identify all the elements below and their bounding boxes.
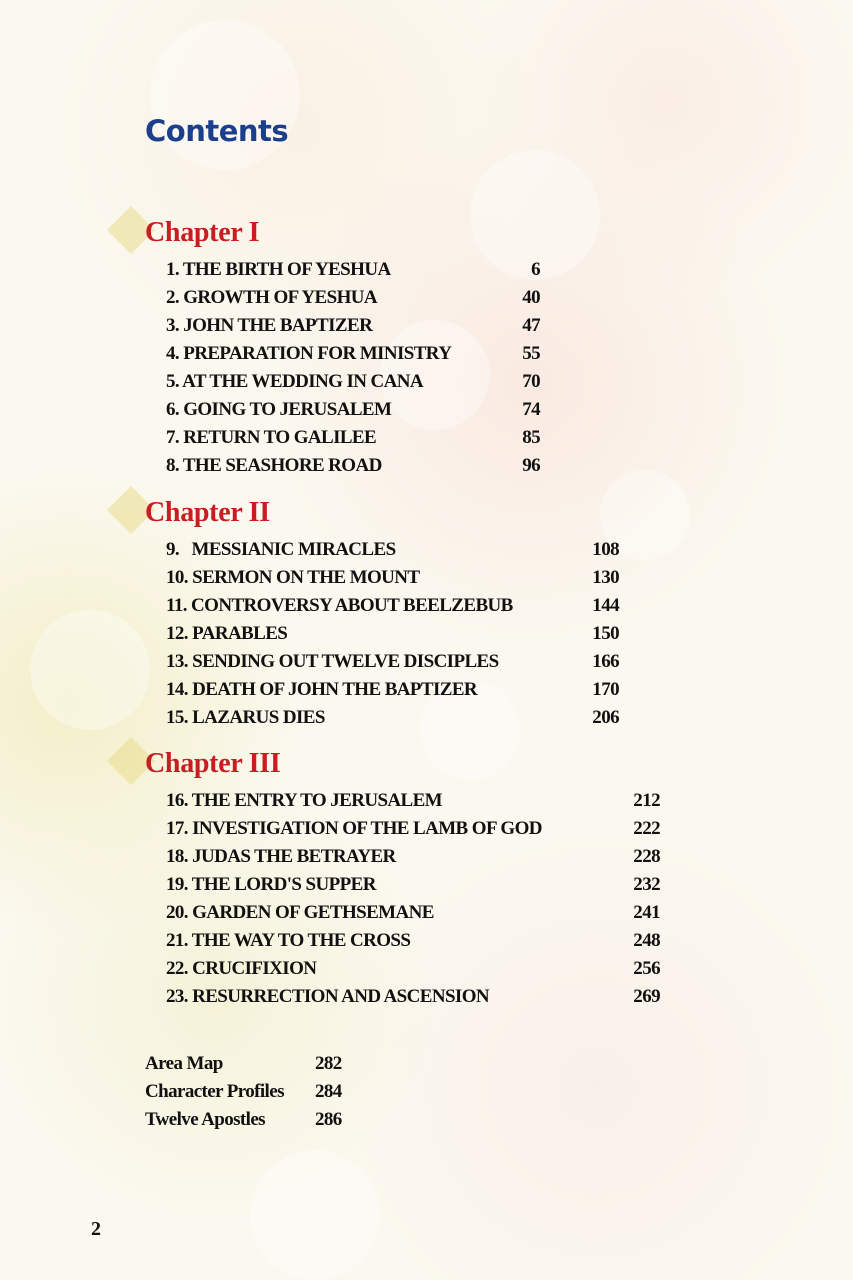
toc-entry-title: 22. CRUCIFIXION [166, 958, 317, 979]
toc-entry-title: 13. SENDING OUT TWELVE DISCIPLES [166, 651, 499, 672]
toc-entry-title: 20. GARDEN OF GETHSEMANE [166, 902, 434, 923]
toc-entry-title: 3. JOHN THE BAPTIZER [166, 315, 373, 336]
page-number: 2 [91, 1218, 101, 1240]
toc-entry-page: 40 [522, 287, 540, 308]
toc-entry-title: 8. THE SEASHORE ROAD [166, 455, 382, 476]
toc-entry-title: 1. THE BIRTH OF YESHUA [166, 259, 391, 280]
toc-entry-page: 206 [592, 707, 619, 728]
toc-entry-page: 85 [522, 427, 540, 448]
toc-entry-title: 9. MESSIANIC MIRACLES [166, 539, 396, 560]
backmatter-title: Twelve Apostles [145, 1109, 265, 1130]
toc-entry-page: 96 [522, 455, 540, 476]
chapter-heading-2: Chapter II [145, 497, 270, 528]
backmatter-page: 286 [315, 1109, 342, 1130]
toc-entry-page: 170 [592, 679, 619, 700]
toc-entry-title: 21. THE WAY TO THE CROSS [166, 930, 411, 951]
toc-entry-title: 2. GROWTH OF YESHUA [166, 287, 377, 308]
toc-entry-page: 74 [522, 399, 540, 420]
toc-entry-title: 7. RETURN TO GALILEE [166, 427, 377, 448]
backmatter-title: Character Profiles [145, 1081, 284, 1102]
toc-entry-page: 222 [633, 818, 660, 839]
chapter-heading-3: Chapter III [145, 748, 281, 779]
toc-entry-title: 6. GOING TO JERUSALEM [166, 399, 392, 420]
toc-entry-title: 19. THE LORD'S SUPPER [166, 874, 376, 895]
toc-entry-title: 5. AT THE WEDDING IN CANA [166, 371, 424, 392]
toc-entry-page: 55 [522, 343, 540, 364]
toc-entry-page: 232 [633, 874, 660, 895]
toc-entry-title: 11. CONTROVERSY ABOUT BEELZEBUB [166, 595, 513, 616]
toc-entry-title: 23. RESURRECTION AND ASCENSION [166, 986, 490, 1007]
toc-entry-page: 228 [633, 846, 660, 867]
backmatter-page: 284 [315, 1081, 342, 1102]
toc-entry-page: 212 [633, 790, 660, 811]
toc-entry-page: 108 [592, 539, 619, 560]
toc-entry-page: 47 [522, 315, 540, 336]
toc-entry-page: 241 [633, 902, 660, 923]
toc-entry-page: 269 [633, 986, 660, 1007]
toc-entry-title: 15. LAZARUS DIES [166, 707, 325, 728]
backmatter-page: 282 [315, 1053, 342, 1074]
toc-entry-page: 6 [531, 259, 540, 280]
toc-entry-title: 10. SERMON ON THE MOUNT [166, 567, 420, 588]
backmatter-title: Area Map [145, 1053, 223, 1074]
toc-entry-page: 166 [592, 651, 619, 672]
toc-entry-page: 144 [592, 595, 619, 616]
toc-entry-page: 150 [592, 623, 619, 644]
toc-entry-page: 130 [592, 567, 619, 588]
toc-entry-title: 4. PREPARATION FOR MINISTRY [166, 343, 452, 364]
toc-entry-page: 256 [633, 958, 660, 979]
toc-entry-title: 12. PARABLES [166, 623, 288, 644]
page-title: Contents [145, 114, 289, 148]
chapter-heading-1: Chapter I [145, 217, 260, 248]
toc-entry-page: 70 [522, 371, 540, 392]
background-bokeh [30, 610, 150, 730]
toc-entry-title: 18. JUDAS THE BETRAYER [166, 846, 396, 867]
toc-entry-page: 248 [633, 930, 660, 951]
toc-entry-title: 16. THE ENTRY TO JERUSALEM [166, 790, 443, 811]
background-bokeh [250, 1150, 380, 1280]
toc-entry-title: 14. DEATH OF JOHN THE BAPTIZER [166, 679, 478, 700]
toc-entry-title: 17. INVESTIGATION OF THE LAMB OF GOD [166, 818, 542, 839]
